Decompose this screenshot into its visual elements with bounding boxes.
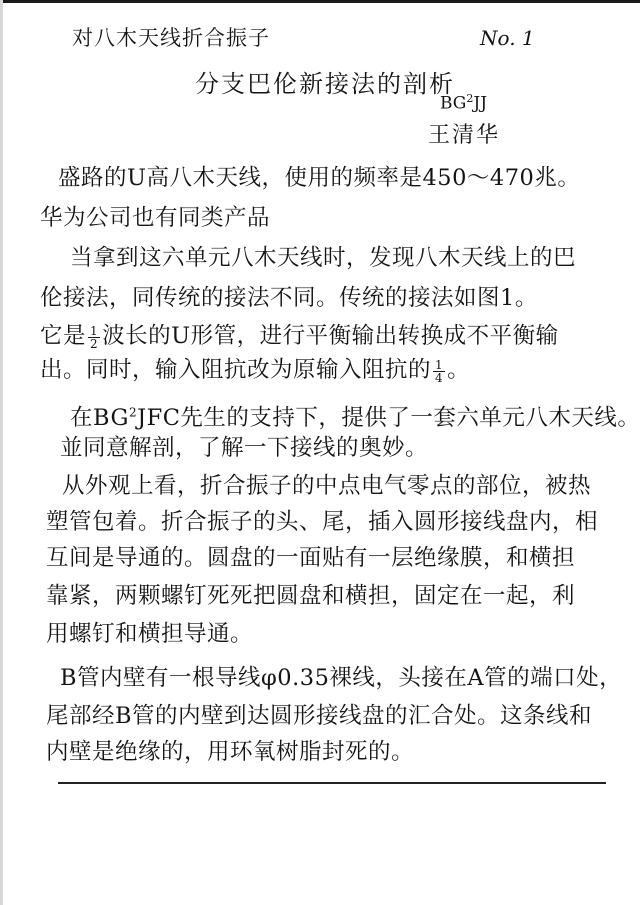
- author-name: 王清华: [428, 123, 501, 148]
- body-line: 靠紧，两颗螺钉死死把圆盘和横担，固定在一起，利: [46, 583, 576, 609]
- body-line: 当拿到这六单元八木天线时，发现八木天线上的巴: [70, 245, 577, 271]
- callsign-exponent: 2: [466, 92, 474, 105]
- fraction-quarter: [433, 359, 445, 384]
- bottom-rule: [58, 782, 606, 784]
- body-line: 塑管包着。折合振子的头、尾，插入圆形接线盘内，相: [46, 509, 599, 535]
- text-span: 在BG: [70, 405, 129, 431]
- scan-left-edge: [0, 0, 3, 905]
- body-line: 伦接法，同传统的接法不同。传统的接法如图1。: [40, 285, 538, 311]
- body-line: [40, 352, 470, 384]
- text-span: 它是: [40, 323, 87, 349]
- body-line: 内壁是绝缘的，用环氧树脂封死的。: [46, 739, 415, 765]
- body-line: 互间是导通的。圆盘的一面贴有一层绝缘膜，和横担: [46, 545, 576, 571]
- title-line-2: 分支巴伦新接法的剖析: [195, 70, 455, 98]
- scan-top-edge: [0, 0, 640, 3]
- fraction-denominator: 2: [90, 336, 99, 351]
- document-number: No. 1: [480, 26, 535, 50]
- body-line: [40, 318, 559, 350]
- title-line-1: 对八木天线折合振子: [72, 26, 270, 50]
- body-line: 从外观上看，折合振子的中点电气零点的部位，被热: [62, 473, 592, 499]
- fraction-numerator: 1: [435, 357, 444, 372]
- fraction-numerator: 1: [90, 323, 99, 338]
- text-span: 。: [447, 357, 471, 383]
- body-line: 盛路的U高八木天线，使用的频率是450～470兆。: [58, 165, 581, 191]
- body-line: 用螺钉和横担导通。: [46, 621, 254, 647]
- text-span: 波长的U形管，进行平衡输出转换成不平衡输: [102, 323, 559, 349]
- fraction-half: [88, 325, 100, 350]
- fraction-denominator: 4: [435, 370, 444, 385]
- callsign-suffix: JJ: [473, 93, 488, 114]
- body-line: [70, 400, 640, 432]
- text-span: 出。同时，输入阻抗改为原输入阻抗的: [40, 357, 432, 383]
- text-span: JFC先生的支持下，提供了一套六单元八木天线。: [137, 405, 640, 431]
- body-line: 华为公司也有同类产品: [40, 205, 271, 231]
- body-line: 尾部经B管的内壁到达圆形接线盘的汇合处。这条线和: [46, 703, 593, 729]
- callsign-exponent: 2: [128, 405, 138, 420]
- author-callsign: [440, 92, 487, 114]
- body-line: 並同意解剖，了解一下接线的奥妙。: [60, 435, 429, 461]
- callsign-prefix: BG: [440, 93, 467, 114]
- body-line: B管内壁有一根导线φ0.35裸线，头接在A管的端口处，: [60, 665, 623, 691]
